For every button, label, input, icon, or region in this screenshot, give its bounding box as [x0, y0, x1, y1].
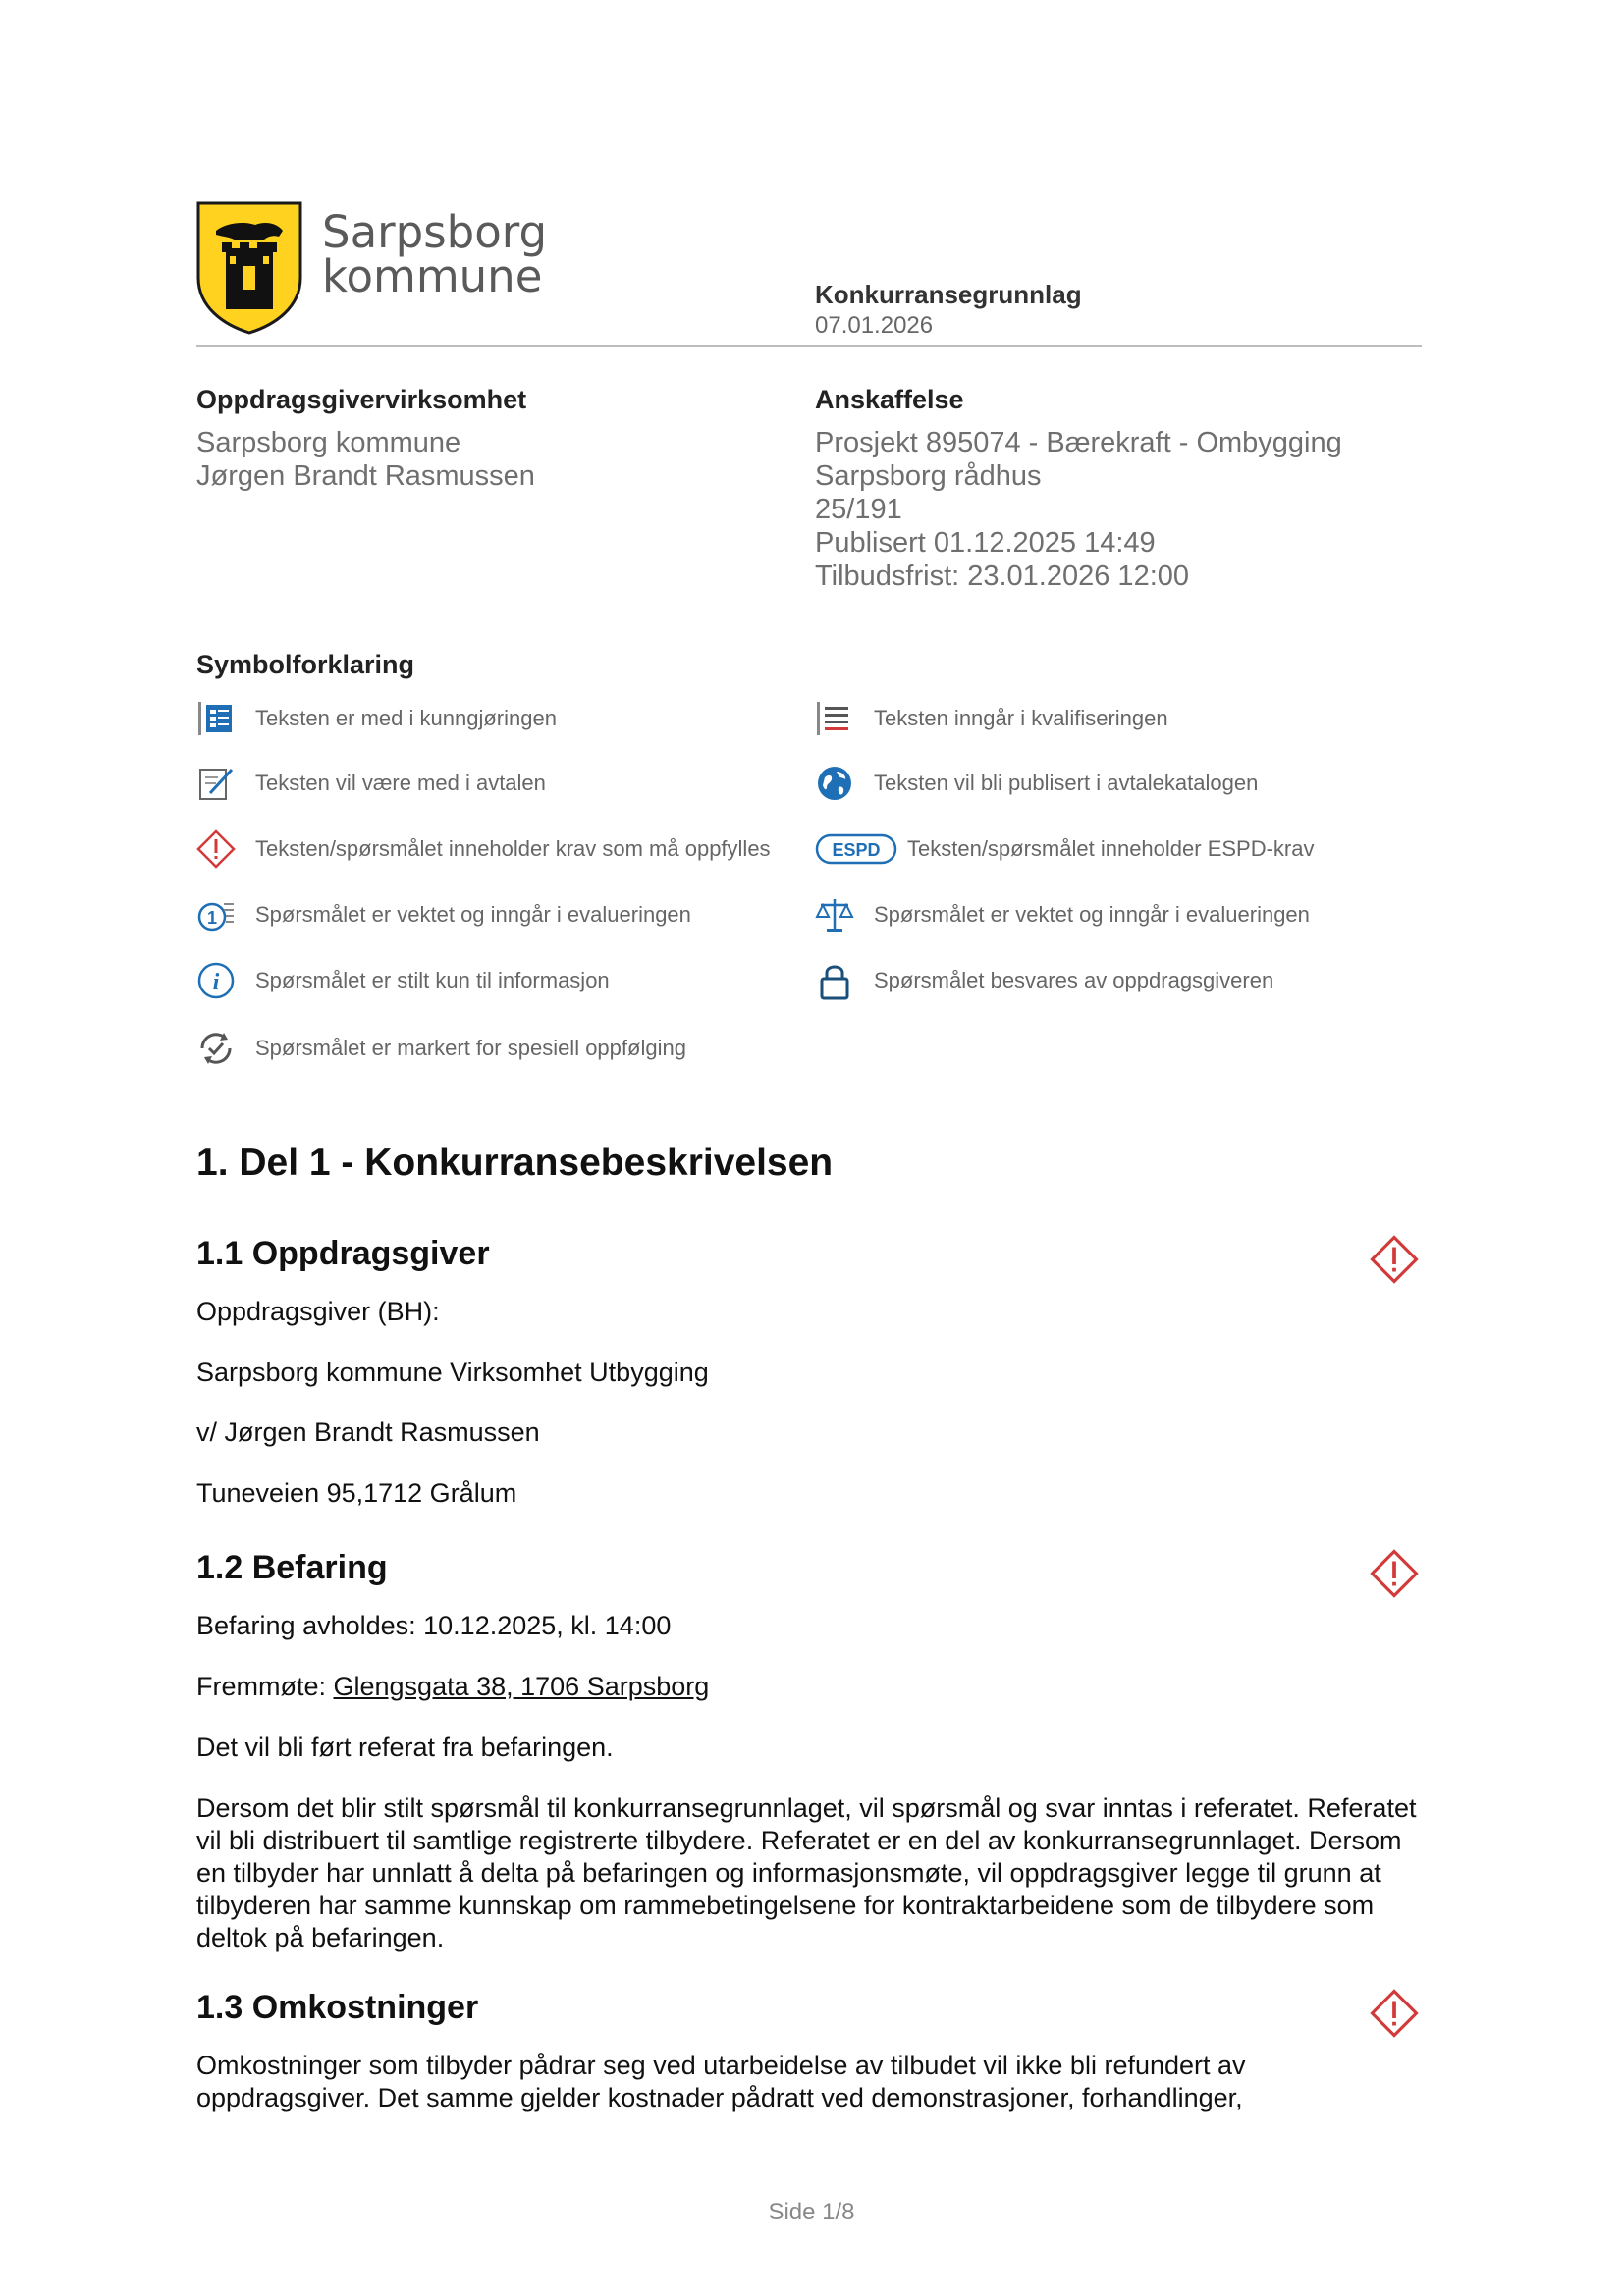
legend-text: Teksten/spørsmålet inneholder ESPD-krav [907, 836, 1315, 861]
page-number: Side 1/8 [768, 2199, 855, 2225]
subsection-title-1-3: 1.3 Omkostninger [196, 1989, 479, 2026]
procurement-subtitle: Sarpsborg rådhus [815, 460, 1042, 492]
espd-badge-icon [815, 829, 897, 869]
paragraph: v/ Jørgen Brandt Rasmussen [196, 1417, 540, 1447]
section-title: 1. Del 1 - Konkurransebeskrivelsen [196, 1142, 834, 1184]
paragraph: Befaring avholdes: 10.12.2025, kl. 14:00 [196, 1611, 672, 1640]
paragraph: Det vil bli ført referat fra befaringen. [196, 1733, 614, 1762]
subsection-title-1-1: 1.1 Oppdragsgiver [196, 1235, 490, 1272]
legend-item-announcement [196, 697, 557, 740]
logo-line1: Sarpsborg [322, 206, 548, 258]
procurement-lines [815, 426, 1342, 593]
globe-icon [815, 764, 854, 803]
scale-icon [815, 895, 854, 934]
procurement-deadline: Tilbudsfrist: 23.01.2026 12:00 [815, 561, 1190, 592]
info-icon [196, 961, 236, 1000]
paragraph: Omkostninger som tilbyder pådrar seg ved utarbeidelse av tilbudet vil ikke bli refundert av oppdragsgiver. Det samme gjelder kostnader pådratt ved demonstrasjoner, forhandlinger, [196, 2051, 1246, 2112]
header-divider [196, 345, 1422, 347]
document-date: 07.01.2026 [815, 312, 934, 339]
sarpsborg-coat-of-arms-logo [196, 201, 302, 335]
address-link[interactable]: Glengsgata 38, 1706 Sarpsborg [333, 1672, 710, 1701]
document-type: Konkurransegrunnlag [815, 280, 1082, 309]
paragraph: Oppdragsgiver (BH): [196, 1297, 440, 1326]
svg-text:1: 1 [206, 908, 218, 928]
requirement-warning-icon [1370, 1549, 1419, 1598]
paragraph: Tuneveien 95,1712 Grålum [196, 1478, 517, 1508]
legend-text: Spørsmålet er vektet og inngår i evalueringen [255, 902, 691, 927]
procurement-case-number: 25/191 [815, 494, 902, 525]
procurement-heading: Anskaffelse [815, 385, 964, 414]
svg-text:i: i [212, 970, 220, 995]
legend-text: Spørsmålet besvares av oppdragsgiveren [874, 968, 1274, 992]
legend-text: Spørsmålet er vektet og inngår i evalueringen [874, 902, 1310, 927]
announcement-icon [196, 699, 236, 738]
client-contact: Jørgen Brandt Rasmussen [196, 460, 535, 492]
legend-text: Teksten vil bli publisert i avtalekatalogen [874, 771, 1259, 795]
legend-text: Teksten er med i kunngjøringen [255, 706, 557, 730]
legend-item-scale [815, 893, 1310, 936]
legend-text: Spørsmålet er markert for spesiell oppfølging [255, 1036, 686, 1060]
legend-text: Spørsmålet er stilt kun til informasjon [255, 968, 610, 992]
procurement-published: Publisert 01.12.2025 14:49 [815, 527, 1156, 559]
procurement-title: Prosjekt 895074 - Bærekraft - Ombygging [815, 427, 1342, 458]
legend-item-info [196, 959, 610, 1002]
legend-heading: Symbolforklaring [196, 650, 415, 679]
logo-wordmark [322, 206, 548, 302]
legend-item-espd [815, 828, 1315, 871]
contract-pen-icon [196, 764, 236, 803]
requirement-warning-icon [1370, 1989, 1419, 2038]
legend-item-follow-up [196, 1027, 686, 1070]
legend-text: Teksten/spørsmålet inneholder krav som må oppfylles [255, 836, 771, 861]
weighted-number-icon [196, 895, 236, 934]
logo-line2: kommune [322, 250, 543, 302]
legend-item-contract [196, 762, 546, 805]
follow-up-icon [196, 1029, 236, 1068]
espd-badge-label: ESPD [832, 840, 881, 860]
paragraph: Dersom det blir stilt spørsmål til konkurransegrunnlaget, vil spørsmål og svar inntas i referatet. Referatet vil bli distribuert til samtlige registrerte tilbydere. Referatet er en del av konkurransegrunnlaget. Dersom en tilbyder har unnlatt å delta på befaringen og informasjonsmøte, vil oppdragsgiver legge til grunn at tilbyderen har samme kunnskap om rammebetingelsene for kontraktarbeidene som de tilbydere som deltok på befaringen. [196, 1793, 1417, 1952]
lock-icon [815, 961, 854, 1000]
legend-item-weighted [196, 893, 691, 936]
legend-text: Teksten vil være med i avtalen [255, 771, 546, 795]
legend-text: Teksten inngår i kvalifiseringen [874, 706, 1168, 730]
paragraph-meeting-place [196, 1671, 1424, 1703]
requirement-warning-icon [1370, 1235, 1419, 1284]
paragraph: Sarpsborg kommune Virksomhet Utbygging [196, 1358, 709, 1387]
client-lines [196, 426, 535, 493]
legend-item-qualification [815, 697, 1168, 740]
client-name: Sarpsborg kommune [196, 427, 461, 458]
legend-item-lock [815, 959, 1273, 1002]
subsection-title-1-2: 1.2 Befaring [196, 1549, 388, 1586]
qualification-list-icon [815, 699, 854, 738]
requirement-warning-icon [196, 829, 236, 869]
client-heading: Oppdragsgivervirksomhet [196, 385, 527, 414]
legend-item-requirement [196, 828, 771, 871]
meeting-label: Fremmøte: [196, 1672, 334, 1701]
legend-item-catalog [815, 762, 1258, 805]
